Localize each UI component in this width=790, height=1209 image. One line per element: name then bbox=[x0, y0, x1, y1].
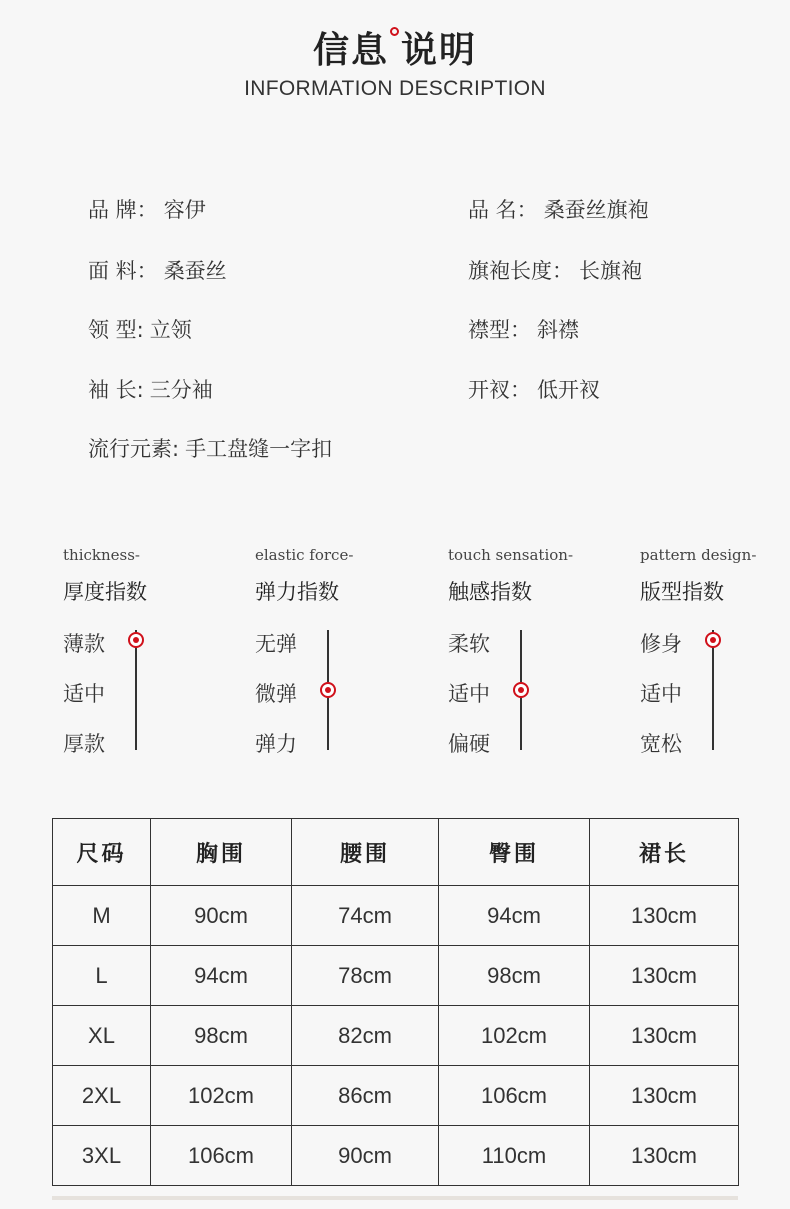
table-row bbox=[53, 1126, 739, 1186]
info-collar-label: 领 型: bbox=[88, 318, 144, 342]
table-cell: 90cm bbox=[151, 886, 292, 946]
index-level: 微弹 bbox=[255, 682, 297, 706]
info-sleeve bbox=[88, 377, 213, 403]
table-cell: 3XL bbox=[53, 1126, 151, 1186]
index-level: 适中 bbox=[63, 682, 105, 706]
table-cell: L bbox=[53, 946, 151, 1006]
index-touch bbox=[448, 546, 638, 766]
selected-dot-icon bbox=[320, 682, 336, 698]
info-length-value: 长旗袍 bbox=[579, 259, 642, 283]
info-slit-value: 低开衩 bbox=[537, 378, 600, 402]
info-placket-value: 斜襟 bbox=[537, 318, 579, 342]
index-level: 柔软 bbox=[448, 632, 490, 656]
index-scale-line bbox=[712, 630, 714, 750]
index-cn-label: 版型指数 bbox=[640, 580, 724, 604]
index-level: 适中 bbox=[448, 682, 490, 706]
table-cell: 130cm bbox=[590, 1126, 739, 1186]
table-cell: 82cm bbox=[292, 1006, 439, 1066]
info-sleeve-label: 袖 长: bbox=[88, 378, 144, 402]
info-element-label: 流行元素: bbox=[88, 437, 180, 461]
page-subtitle: INFORMATION DESCRIPTION bbox=[244, 77, 546, 100]
table-cell: 110cm bbox=[439, 1126, 590, 1186]
table-cell: 102cm bbox=[439, 1006, 590, 1066]
title-left: 信息 bbox=[312, 29, 389, 71]
info-element-value: 手工盘缝一字扣 bbox=[185, 437, 333, 461]
bottom-divider bbox=[52, 1196, 738, 1200]
index-level: 适中 bbox=[640, 682, 682, 706]
table-cell: 74cm bbox=[292, 886, 439, 946]
header-hip: 臀围 bbox=[439, 819, 590, 886]
info-brand-value: 容伊 bbox=[163, 198, 206, 222]
info-brand-label: 品 牌： bbox=[88, 198, 158, 222]
index-level: 无弹 bbox=[255, 632, 297, 656]
table-cell: 98cm bbox=[151, 1006, 292, 1066]
info-brand bbox=[88, 197, 206, 223]
info-name-value: 桑蚕丝旗袍 bbox=[543, 198, 649, 222]
info-collar-value: 立领 bbox=[149, 318, 192, 342]
index-level: 薄款 bbox=[63, 632, 105, 656]
circle-icon bbox=[390, 27, 399, 36]
table-cell: 94cm bbox=[151, 946, 292, 1006]
table-row bbox=[53, 946, 739, 1006]
table-cell: 130cm bbox=[590, 946, 739, 1006]
table-cell: 78cm bbox=[292, 946, 439, 1006]
table-cell: 90cm bbox=[292, 1126, 439, 1186]
index-level: 弹力 bbox=[255, 732, 297, 756]
index-level: 宽松 bbox=[640, 732, 682, 756]
index-en-label: touch sensation- bbox=[448, 546, 574, 564]
header-length: 裙长 bbox=[590, 819, 739, 886]
info-length bbox=[468, 258, 642, 284]
header-bust: 胸围 bbox=[151, 819, 292, 886]
table-cell: 86cm bbox=[292, 1066, 439, 1126]
index-elastic bbox=[255, 546, 445, 766]
table-cell: 2XL bbox=[53, 1066, 151, 1126]
table-row bbox=[53, 1066, 739, 1126]
table-cell: 98cm bbox=[439, 946, 590, 1006]
table-cell: XL bbox=[53, 1006, 151, 1066]
index-en-label: elastic force- bbox=[255, 546, 354, 564]
selected-dot-icon bbox=[705, 632, 721, 648]
table-cell: 94cm bbox=[439, 886, 590, 946]
info-name-label: 品 名： bbox=[468, 198, 538, 222]
selected-dot-icon bbox=[513, 682, 529, 698]
index-scale-line bbox=[135, 630, 137, 750]
selected-dot-icon bbox=[128, 632, 144, 648]
table-row bbox=[53, 1006, 739, 1066]
index-level: 修身 bbox=[640, 632, 682, 656]
index-cn-label: 弹力指数 bbox=[255, 580, 339, 604]
header-waist: 腰围 bbox=[292, 819, 439, 886]
index-level: 偏硬 bbox=[448, 732, 490, 756]
info-length-label: 旗袍长度： bbox=[468, 259, 573, 283]
info-name bbox=[468, 197, 649, 223]
info-placket bbox=[468, 317, 579, 343]
info-collar bbox=[88, 317, 192, 343]
table-cell: 130cm bbox=[590, 1066, 739, 1126]
table-cell: 130cm bbox=[590, 886, 739, 946]
header-size: 尺码 bbox=[53, 819, 151, 886]
index-cn-label: 触感指数 bbox=[448, 580, 532, 604]
index-pattern bbox=[640, 546, 790, 766]
index-en-label: thickness- bbox=[63, 546, 140, 564]
info-fabric-value: 桑蚕丝 bbox=[163, 259, 227, 283]
table-cell: 106cm bbox=[439, 1066, 590, 1126]
index-en-label: pattern design- bbox=[640, 546, 757, 564]
table-header-row bbox=[53, 819, 739, 886]
index-level: 厚款 bbox=[63, 732, 105, 756]
title-right: 说明 bbox=[401, 29, 478, 71]
index-thickness bbox=[63, 546, 253, 766]
table-cell: 106cm bbox=[151, 1126, 292, 1186]
info-fabric bbox=[88, 258, 227, 284]
index-cn-label: 厚度指数 bbox=[63, 580, 147, 604]
table-row bbox=[53, 886, 739, 946]
info-slit-label: 开衩： bbox=[468, 378, 531, 402]
info-sleeve-value: 三分袖 bbox=[149, 378, 213, 402]
info-element bbox=[88, 436, 332, 462]
size-table bbox=[52, 818, 739, 1186]
page-title bbox=[0, 22, 790, 73]
table-cell: 102cm bbox=[151, 1066, 292, 1126]
info-placket-label: 襟型： bbox=[468, 318, 531, 342]
table-cell: 130cm bbox=[590, 1006, 739, 1066]
table-cell: M bbox=[53, 886, 151, 946]
info-fabric-label: 面 料： bbox=[88, 259, 158, 283]
info-slit bbox=[468, 377, 600, 403]
